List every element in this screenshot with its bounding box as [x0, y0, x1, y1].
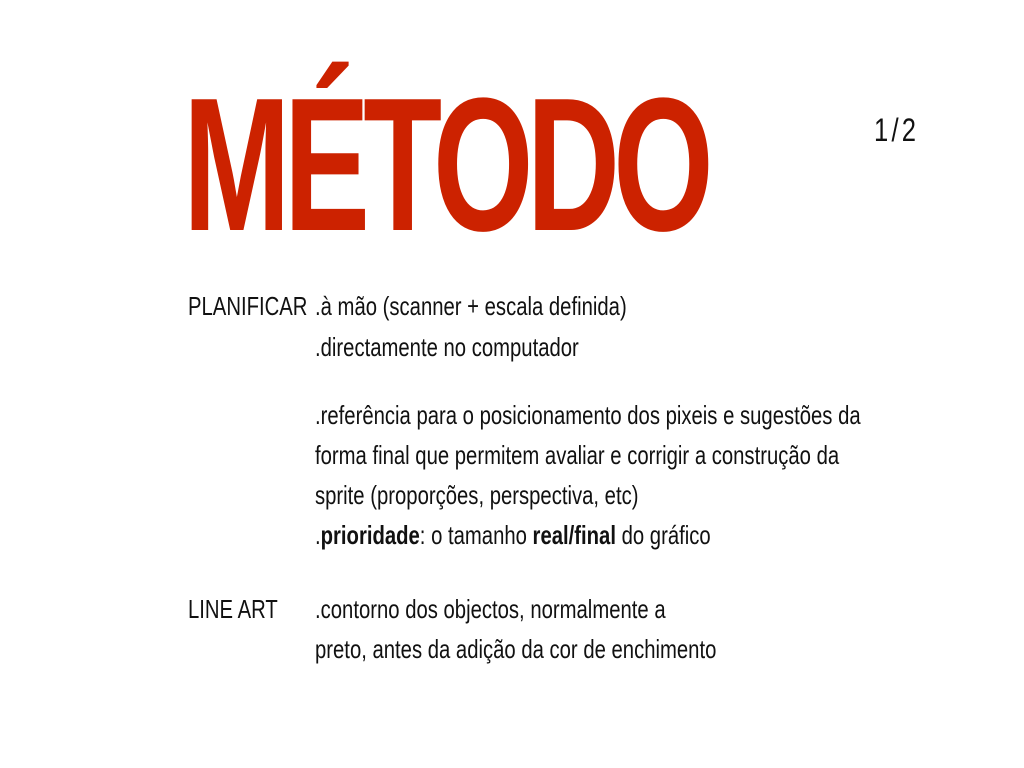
slide-title: MÉTODO [183, 59, 707, 271]
planificar-line-1: .à mão (scanner + escala definida) [315, 291, 627, 321]
planificar-line-5: sprite (proporções, perspectiva, etc) [315, 480, 639, 510]
planificar-line-2: .directamente no computador [315, 332, 579, 362]
line-art-line-2: preto, antes da adição da cor de enchimento [315, 634, 717, 664]
priority-suffix: do gráfico [615, 520, 711, 550]
real-final-keyword: real/final [532, 520, 616, 550]
priority-middle: : o tamanho [419, 520, 533, 550]
priority-prefix: . [315, 520, 321, 550]
priority-line [315, 518, 711, 552]
page-number: 1/2 [874, 112, 920, 148]
line-art-line-1: .contorno dos objectos, normalmente a [315, 594, 666, 624]
planificar-line-4: forma final que permitem avaliar e corrigir a construção da [315, 440, 840, 470]
section-label-planificar: PLANIFICAR [188, 291, 308, 321]
planificar-line-3: .referência para o posicionamento dos pixeis e sugestões da [315, 400, 861, 430]
section-label-line-art: LINE ART [188, 594, 278, 624]
priority-keyword: prioridade [320, 520, 420, 550]
